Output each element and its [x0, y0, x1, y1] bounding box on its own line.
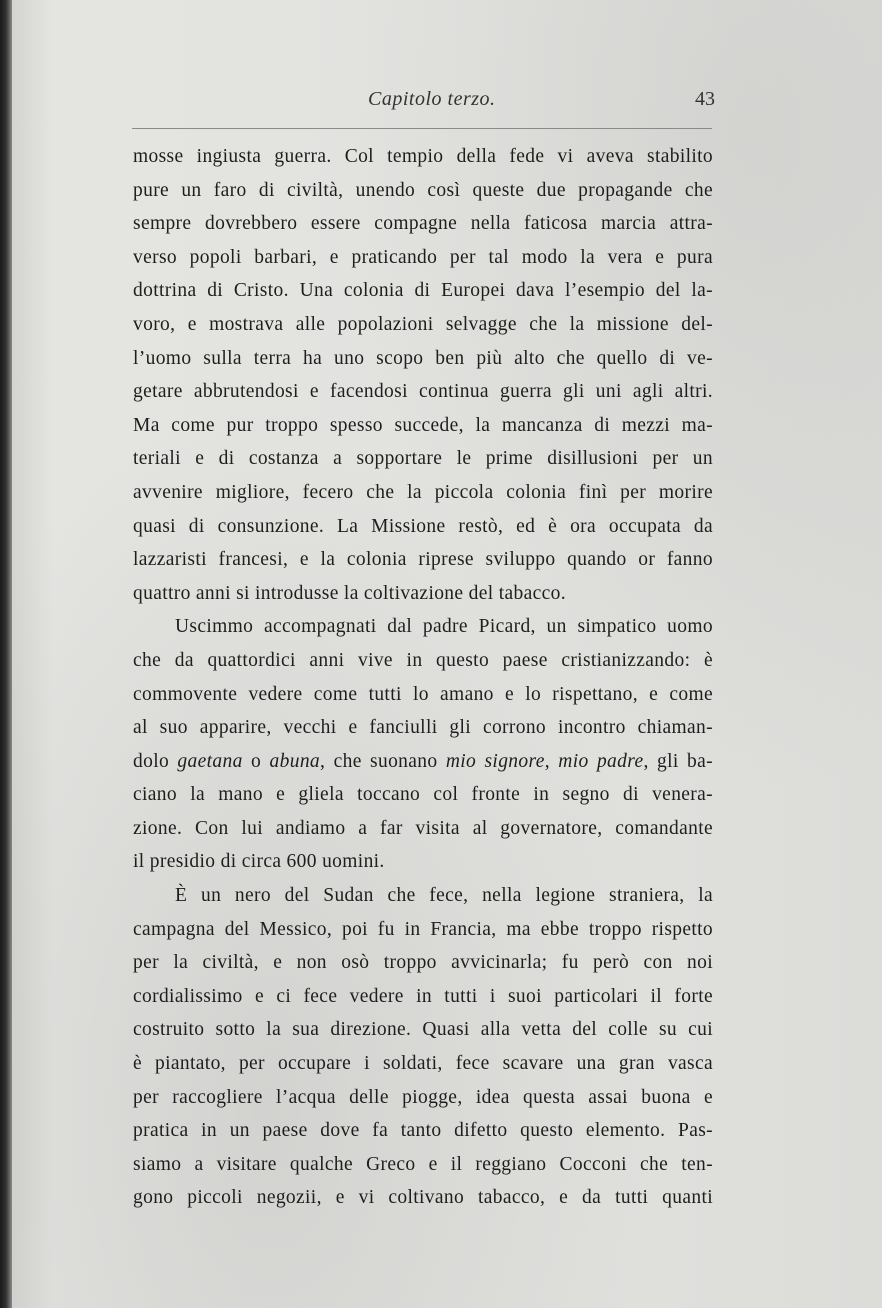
- text-line: voro, e mostrava alle popolazioni selvagge che la missione del-: [133, 313, 713, 335]
- text-line: ciano la mano e gliela toccano col fronte in segno di venera-: [133, 784, 713, 806]
- italic-term: gaetana: [177, 750, 243, 772]
- italic-term: abuna: [269, 750, 321, 772]
- text-line: getare abbrutendosi e facendosi continua guerra gli uni agli altri.: [133, 381, 713, 403]
- text-line: campagna del Messico, poi fu in Francia, ma ebbe troppo rispetto: [133, 918, 713, 940]
- paragraph-first-line: È un nero del Sudan che fece, nella legione straniera, la: [175, 885, 713, 907]
- header-rule: [132, 128, 712, 129]
- text-line: avvenire migliore, fecero che la piccola colonia finì per morire: [133, 481, 713, 503]
- text-line: al suo apparire, vecchi e fanciulli gli corrono incontro chiaman-: [133, 717, 713, 739]
- text-line: per raccogliere l’acqua delle piogge, idea questa assai buona e: [133, 1086, 713, 1108]
- text-line: sempre dovrebbero essere compagne nella faticosa marcia attra-: [133, 213, 713, 235]
- text-segment: dolo: [133, 750, 178, 772]
- text-line: per la civiltà, e non osò troppo avvicinarla; fu però con noi: [133, 952, 713, 974]
- text-line: zione. Con lui andiamo a far visita al governatore, comandante: [133, 817, 713, 839]
- text-line: commovente vedere come tutti lo amano e lo rispettano, e come: [133, 683, 713, 705]
- text-line: costruito sotto la sua direzione. Quasi alla vetta del colle su cui: [133, 1019, 713, 1041]
- text-line: quasi di consunzione. La Missione restò, ed è ora occupata da: [133, 515, 713, 537]
- paragraph-last-line: quattro anni si introdusse la coltivazione del tabacco.: [133, 582, 566, 604]
- text-segment: ,: [544, 750, 559, 772]
- text-line: gono piccoli negozii, e vi coltivano tabacco, e da tutti quanti: [133, 1187, 713, 1209]
- text-line: pratica in un paese dove fa tanto difetto questo elemento. Pas-: [133, 1120, 713, 1142]
- text-line: l’uomo sulla terra ha uno scopo ben più alto che quello di ve-: [133, 347, 713, 369]
- running-title: Capitolo terzo.: [368, 88, 496, 110]
- text-line: è piantato, per occupare i soldati, fece scavare una gran vasca: [133, 1053, 713, 1075]
- paragraph-last-line: il presidio di circa 600 uomini.: [133, 851, 385, 873]
- text-line: teriali e di costanza a sopportare le prime disillusioni per un: [133, 448, 713, 470]
- italic-term: mio padre: [558, 750, 644, 772]
- mixed-italic-line: [133, 745, 713, 779]
- binding-edge: [0, 0, 12, 1308]
- page-number: 43: [695, 88, 715, 110]
- text-line: cordialissimo e ci fece vedere in tutti i suoi particolari il forte: [133, 985, 713, 1007]
- text-line: che da quattordici anni vive in questo paese cristianizzando: è: [133, 649, 713, 671]
- text-line: siamo a visitare qualche Greco e il reggiano Cocconi che ten-: [133, 1153, 713, 1175]
- body-text: [133, 140, 713, 1215]
- text-line: Ma come pur troppo spesso succede, la mancanza di mezzi ma-: [133, 414, 713, 436]
- text-line: pure un faro di civiltà, unendo così queste due propagande che: [133, 179, 713, 201]
- paragraph-first-line: Uscimmo accompagnati dal padre Picard, un simpatico uomo: [175, 616, 713, 638]
- running-head: [130, 82, 715, 118]
- text-segment: , che suonano: [320, 750, 446, 772]
- text-line: verso popoli barbari, e praticando per tal modo la vera e pura: [133, 246, 713, 268]
- text-line: mosse ingiusta guerra. Col tempio della fede vi aveva stabilito: [133, 146, 713, 167]
- text-segment: , gli ba-: [643, 750, 713, 772]
- italic-term: mio signore: [445, 750, 545, 772]
- text-line: dottrina di Cristo. Una colonia di Europei dava l’esempio del la-: [133, 280, 713, 302]
- text-segment: o: [242, 750, 270, 772]
- text-line: lazzaristi francesi, e la colonia riprese sviluppo quando or fanno: [133, 549, 713, 571]
